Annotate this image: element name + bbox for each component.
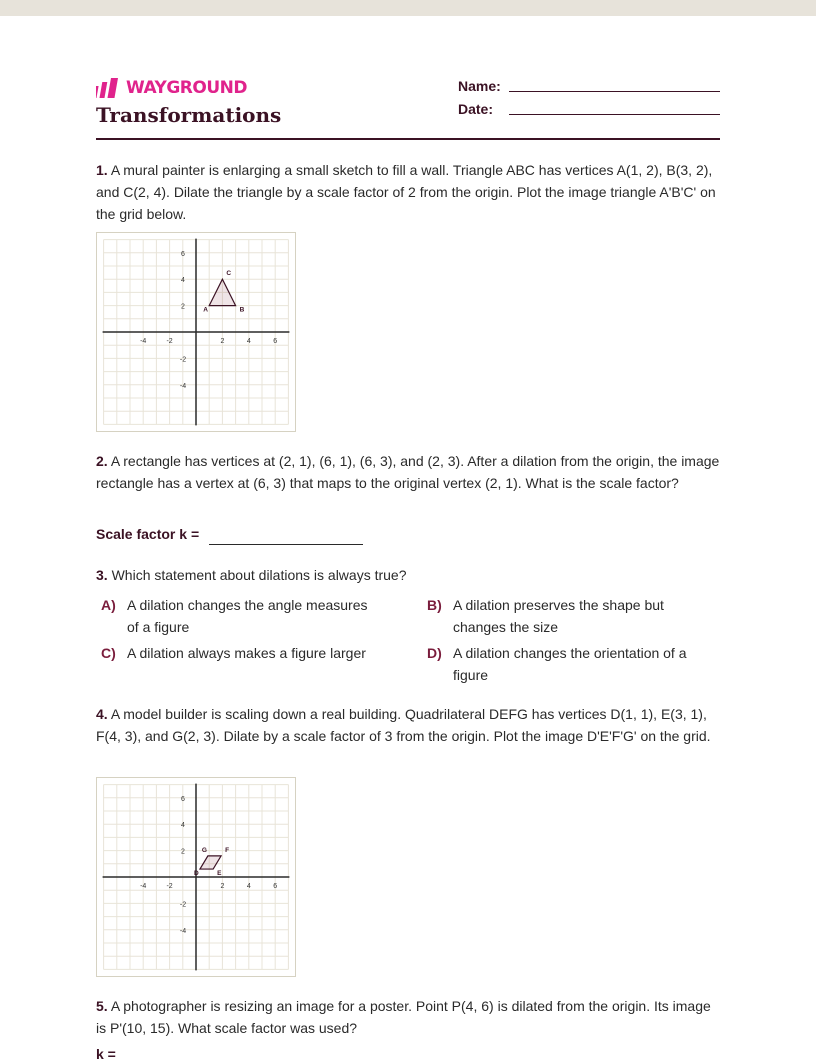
plotted-shape [200, 856, 221, 869]
choice-text: A dilation changes the orientation of a figure [453, 645, 687, 683]
question-number: 4. [96, 706, 108, 722]
x-tick-label: 6 [273, 883, 278, 890]
header-divider [96, 138, 720, 140]
y-tick-label: 2 [181, 303, 185, 311]
date-field[interactable] [509, 114, 720, 115]
coordinate-grid-4[interactable] [96, 777, 296, 977]
choice-d[interactable] [427, 642, 703, 686]
y-tick-label: 6 [181, 795, 185, 803]
grid-svg [97, 233, 295, 431]
y-tick-label: 4 [181, 277, 185, 285]
vertex-label-f: F [225, 846, 230, 854]
question-2 [96, 450, 720, 494]
question-5 [96, 995, 720, 1039]
x-tick-label: -2 [166, 883, 173, 890]
x-tick-label: 6 [273, 338, 278, 345]
brand-name: WAYGROUND [126, 78, 247, 98]
question-number: 5. [96, 998, 108, 1014]
choice-letter: C) [101, 645, 116, 661]
question-number: 2. [96, 453, 108, 469]
question-text: A rectangle has vertices at (2, 1), (6, 1), (6, 3), and (2, 3). After a dilation from the origin, the image rectangle has a vertex at (6, 3) that maps to the original vertex (2, 1). What is the scale factor? [96, 453, 720, 491]
choice-text: A dilation changes the angle measures of a figure [127, 597, 368, 635]
name-field[interactable] [509, 91, 720, 92]
brand-logo [96, 78, 247, 98]
scale-factor-label: Scale factor k = [96, 526, 200, 542]
question-number: 1. [96, 162, 108, 178]
question-number: 3. [96, 567, 108, 583]
choice-text: A dilation preserves the shape but changes the size [453, 597, 664, 635]
worksheet-title: Transformations [96, 103, 282, 127]
question-text: A photographer is resizing an image for a poster. Point P(4, 6) is dilated from the origin. Its image is P'(10, 15). What scale factor was used? [96, 998, 711, 1036]
choice-letter: D) [427, 645, 442, 661]
wayground-logo-icon [96, 78, 122, 98]
y-tick-label: 4 [181, 822, 185, 830]
x-tick-label: -4 [140, 883, 147, 890]
vertex-label-a: A [203, 306, 208, 314]
choice-letter: A) [101, 597, 116, 613]
question-4 [96, 703, 720, 747]
scale-factor-answer-field[interactable] [209, 544, 363, 545]
choice-c[interactable] [101, 642, 377, 664]
y-tick-label: -2 [179, 901, 187, 909]
choice-a[interactable] [101, 594, 377, 638]
question-text: Which statement about dilations is always true? [111, 567, 407, 583]
date-label: Date: [458, 101, 494, 117]
y-tick-label: -4 [179, 382, 187, 390]
x-tick-label: -4 [140, 338, 147, 345]
k-answer-label: k = [96, 1046, 116, 1062]
question-3 [96, 564, 720, 586]
top-bar [0, 0, 816, 16]
vertex-label-c: C [226, 270, 232, 278]
coordinate-grid-1[interactable] [96, 232, 296, 432]
x-tick-label: 2 [220, 338, 225, 345]
question-text: A model builder is scaling down a real building. Quadrilateral DEFG has vertices D(1, 1), E(3, 1), F(4, 3), and G(2, 3). Dilate by a scale factor of 3 from the origin. Plot the image D'E'F'G' on the grid. [96, 706, 711, 744]
x-tick-label: 2 [220, 883, 225, 890]
grid-svg [97, 778, 295, 976]
question-1 [96, 159, 720, 225]
choice-b[interactable] [427, 594, 703, 638]
x-tick-label: -2 [166, 338, 173, 345]
question-text: A mural painter is enlarging a small sketch to fill a wall. Triangle ABC has vertices A(1, 2), B(3, 2), and C(2, 4). Dilate the triangle by a scale factor of 2 from the origin. Plot the image triangle A'B'C' on the grid below. [96, 162, 716, 222]
vertex-label-e: E [217, 870, 222, 878]
choice-text: A dilation always makes a figure larger [127, 645, 366, 661]
vertex-label-b: B [239, 306, 245, 314]
y-tick-label: -4 [179, 927, 187, 935]
y-tick-label: -2 [179, 356, 187, 364]
x-tick-label: 4 [246, 338, 251, 345]
y-tick-label: 2 [181, 848, 185, 856]
vertex-label-g: G [201, 846, 207, 854]
name-label: Name: [458, 78, 501, 94]
x-tick-label: 4 [246, 883, 251, 890]
choice-letter: B) [427, 597, 442, 613]
vertex-label-d: D [193, 870, 199, 878]
y-tick-label: 6 [181, 250, 185, 258]
